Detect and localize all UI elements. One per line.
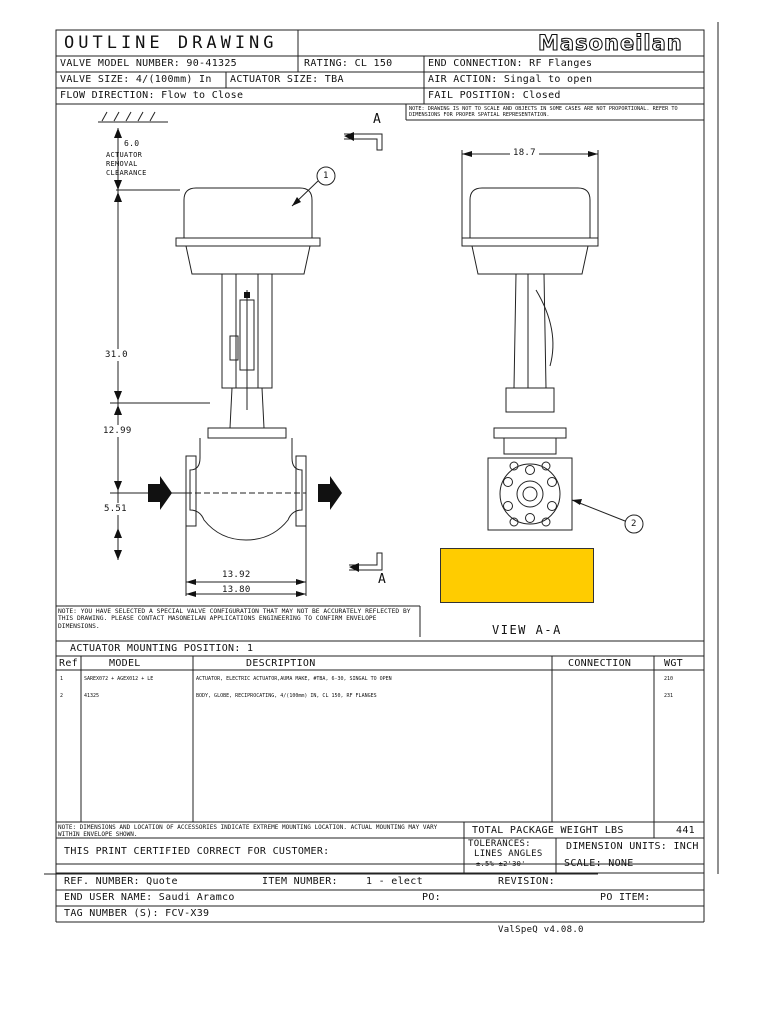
dim-mid: 12.99 <box>103 426 132 436</box>
flow-direction: FLOW DIRECTION: Flow to Close <box>60 90 244 101</box>
col-description: DESCRIPTION <box>246 658 316 669</box>
col-connection: CONNECTION <box>568 658 632 669</box>
item-number-label: ITEM NUMBER: <box>262 876 338 887</box>
clearance-label-2: REMOVAL <box>106 160 138 168</box>
scale-note: NOTE: DRAWING IS NOT TO SCALE AND OBJECTS IN SOME CASES ARE NOT PROPORTIONAL. REFER TO DIMENSIONS FOR PROPER SPATIAL REPRESENTATION. <box>409 106 678 118</box>
tolerance-values: ±.5% ±2'30' <box>476 860 526 868</box>
ref-number: REF. NUMBER: Quote <box>64 876 178 887</box>
section-mark-top: A <box>373 112 382 127</box>
col-wgt: WGT <box>664 658 683 669</box>
row-1-wgt: 210 <box>664 676 674 682</box>
dim-width: 18.7 <box>510 147 539 159</box>
view-label: VIEW A-A <box>492 623 562 637</box>
clearance-label-3: CLEARANCE <box>106 169 147 177</box>
dim-low: 5.51 <box>104 504 127 514</box>
lines-angles-label: LINES ANGLES <box>474 849 543 859</box>
brand-logo: Masoneilan <box>538 31 683 55</box>
row-2-model: 41325 <box>84 693 100 699</box>
dim-face-2: 13.80 <box>222 585 251 595</box>
accessory-note: NOTE: DIMENSIONS AND LOCATION OF ACCESSORIES INDICATE EXTREME MOUNTING LOCATION. ACTUAL MOUNTING MAY VARY WITHIN ENVELOPE SHOWN. <box>58 824 438 838</box>
row-1-ref: 1 <box>60 676 64 682</box>
total-weight-label: TOTAL PACKAGE WEIGHT LBS <box>472 825 624 836</box>
highlight-box <box>440 548 594 603</box>
software-version: ValSpeQ v4.08.0 <box>498 925 584 935</box>
scale-value: SCALE: NONE <box>564 858 634 869</box>
rating: RATING: CL 150 <box>304 58 393 69</box>
valve-size: VALVE SIZE: 4/(100mm) In <box>60 74 212 85</box>
po-label: PO: <box>422 892 441 903</box>
col-model: MODEL <box>109 658 141 669</box>
balloon-2: 2 <box>631 519 637 529</box>
dim-face-1: 13.92 <box>222 570 251 580</box>
drawing-title: OUTLINE DRAWING <box>64 33 278 53</box>
revision-label: REVISION: <box>498 876 555 887</box>
fail-position: FAIL POSITION: Closed <box>428 90 561 101</box>
dim-clearance: 6.0 <box>124 139 140 148</box>
tag-number: TAG NUMBER (S): FCV-X39 <box>64 908 210 919</box>
section-mark-bottom: A <box>378 572 387 587</box>
actuator-size: ACTUATOR SIZE: TBA <box>230 74 344 85</box>
tolerances-label: TOLERANCES: <box>468 839 531 849</box>
row-1-description: ACTUATOR, ELECTRIC ACTUATOR,AUMA MAKE, #TBA, 6-30, SINGAL TO OPEN <box>196 676 392 682</box>
po-item-label: PO ITEM: <box>600 892 651 903</box>
balloon-1: 1 <box>323 171 329 181</box>
row-1-model: SAREX072 + AGEX012 + LE <box>84 676 154 682</box>
dim-height: 31.0 <box>105 350 128 360</box>
item-number-value: 1 - elect <box>366 876 423 887</box>
row-2-ref: 2 <box>60 693 64 699</box>
total-weight-value: 441 <box>676 825 695 836</box>
certified-label: THIS PRINT CERTIFIED CORRECT FOR CUSTOMER: <box>64 846 330 857</box>
row-2-description: BODY, GLOBE, RECIPROCATING, 4/(100mm) IN, CL 150, RF FLANGES <box>196 693 377 699</box>
mounting-position: ACTUATOR MOUNTING POSITION: 1 <box>70 643 254 654</box>
row-2-wgt: 231 <box>664 693 674 699</box>
special-config-note: NOTE: YOU HAVE SELECTED A SPECIAL VALVE CONFIGURATION THAT MAY NOT BE ACCURATELY REFLECTED BY THIS DRAWING. PLEASE CONTACT MASONEILAN APPLICATIONS ENGINEERING TO CONFIRM ENVELOPE DIMENSIONS. <box>58 608 411 630</box>
air-action: AIR ACTION: Singal to open <box>428 74 593 85</box>
col-ref: Ref <box>59 658 78 669</box>
valve-model-number: VALVE MODEL NUMBER: 90-41325 <box>60 58 237 69</box>
dimension-units: DIMENSION UNITS: INCH <box>566 841 699 852</box>
end-connection: END CONNECTION: RF Flanges <box>428 58 593 69</box>
clearance-label-1: ACTUATOR <box>106 151 143 159</box>
end-user-name: END USER NAME: Saudi Aramco <box>64 892 235 903</box>
